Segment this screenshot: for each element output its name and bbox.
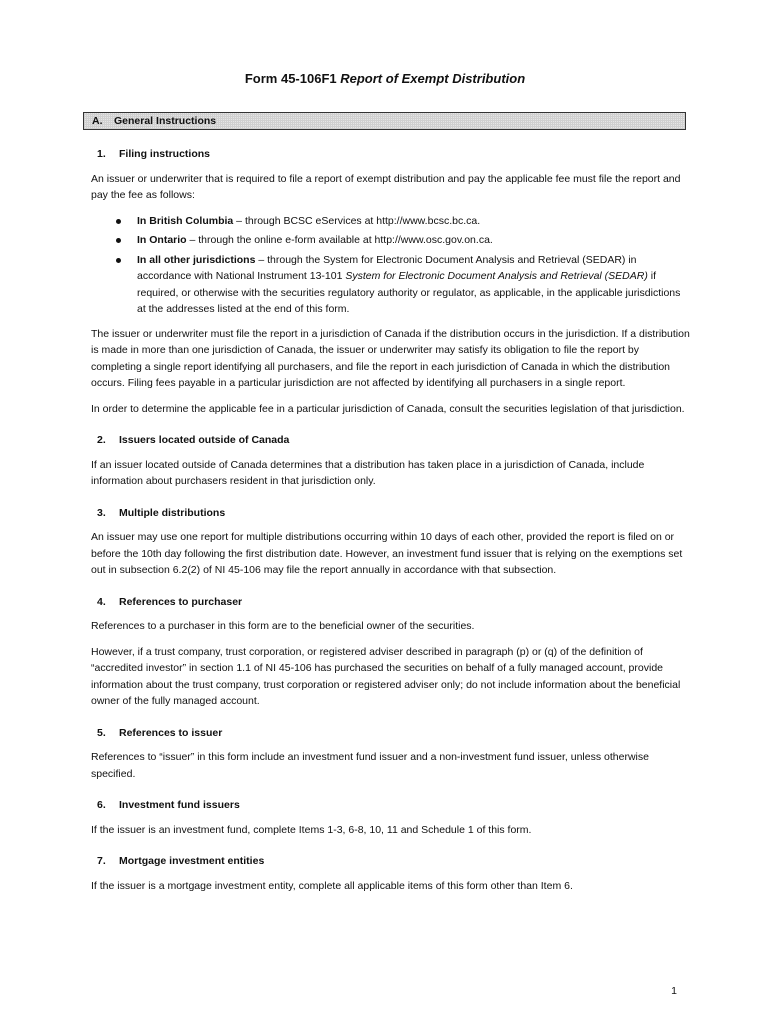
- issuer-paragraph: References to “issuer” in this form include an investment fund issuer and a non-investment fund issuer, unless otherwise specified.: [91, 751, 649, 780]
- bullet-icon: [116, 219, 121, 224]
- section-letter: A.: [92, 115, 103, 127]
- filing-paragraph-2: The issuer or underwriter must file the report in a jurisdiction of Canada if the distribution occurs in the jurisdiction. If a distribution is made in more than one jurisdiction of Canada, the issuer or underwriter may satisfy its obligation to file the report by completing a single report identifying all purchasers, and file the report in each jurisdiction of Canada in which the distribution occurs. Filing fees payable in a particular jurisdiction are not affected by identifying all purchasers in a single report.: [91, 327, 690, 389]
- list-item: In Ontario – through the online e-form available at http://www.osc.gov.on.ca.: [91, 232, 691, 249]
- list-item: In all other jurisdictions – through the System for Electronic Document Analysis and Retrieval (SEDAR) in accordance with National Instrument 13-101 System for Electronic Document Analysis and Retrieval (SEDAR) if required, or otherwise with the securities regulatory authority or regulator, as applicable, in the applicable jurisdictions at the addresses listed at the end of this form.: [91, 252, 691, 318]
- bullet-icon: [116, 258, 121, 263]
- multiple-distributions-paragraph: An issuer may use one report for multiple distributions occurring within 10 days of each other, provided the report is filed on or before the 10th day following the first distribution date. However, an investment fund issuer that is relying on the exemptions set out in subsection 6.2(2) of NI 45-106 may file the report annually in accordance with that subsection.: [91, 531, 683, 576]
- heading-issuers-outside-canada: 2. Issuers located outside of Canada: [97, 434, 290, 446]
- section-label: General Instructions: [114, 115, 217, 127]
- heading-filing-instructions: 1. Filing instructions: [97, 148, 210, 160]
- filing-intro: An issuer or underwriter that is required to file a report of exempt distribution and pay the applicable fee must file the report and pay the fee as follows:: [91, 172, 681, 201]
- heading-investment-fund-issuers: 6. Investment fund issuers: [97, 799, 240, 811]
- page-title: [0, 71, 770, 86]
- form-number: Form 45-106F1: [244, 71, 337, 86]
- form-name: Report of Exempt Distribution: [340, 71, 526, 86]
- section-header-general-instructions: [83, 112, 686, 130]
- instructions-body: [91, 146, 691, 903]
- heading-references-to-issuer: 5. References to issuer: [97, 726, 223, 739]
- mortgage-paragraph: If the issuer is a mortgage investment entity, complete all applicable items of this form other than Item 6.: [91, 879, 573, 892]
- filing-jurisdiction-list: [91, 213, 691, 318]
- issuers-outside-paragraph: If an issuer located outside of Canada determines that a distribution has taken place in a jurisdiction of Canada, include information about purchasers resident in that jurisdiction only.: [91, 458, 645, 487]
- purchaser-paragraph-1: References to a purchaser in this form are to the beneficial owner of the securities.: [91, 620, 475, 632]
- list-item: In British Columbia – through BCSC eServices at http://www.bcsc.bc.ca.: [91, 213, 691, 230]
- bullet-icon: [116, 238, 121, 243]
- heading-multiple-distributions: 3. Multiple distributions: [97, 506, 226, 519]
- investment-fund-paragraph: If the issuer is an investment fund, complete Items 1-3, 6-8, 10, 11 and Schedule 1 of this form.: [91, 823, 532, 836]
- heading-references-to-purchaser: 4. References to purchaser: [97, 595, 243, 608]
- purchaser-paragraph-2: However, if a trust company, trust corporation, or registered adviser described in paragraph (p) or (q) of the definition of “accredited investor” in section 1.1 of NI 45-106 has purchased the securities on behalf of a fully managed account, provide information about the trust company, trust corporation or registered adviser only; do not include information about the beneficial owner of the fully managed account.: [91, 645, 681, 707]
- page-number: 1: [671, 985, 677, 997]
- heading-mortgage-investment-entities: 7. Mortgage investment entities: [97, 855, 265, 867]
- filing-paragraph-3: In order to determine the applicable fee in a particular jurisdiction of Canada, consult the securities legislation of that jurisdiction.: [91, 402, 685, 415]
